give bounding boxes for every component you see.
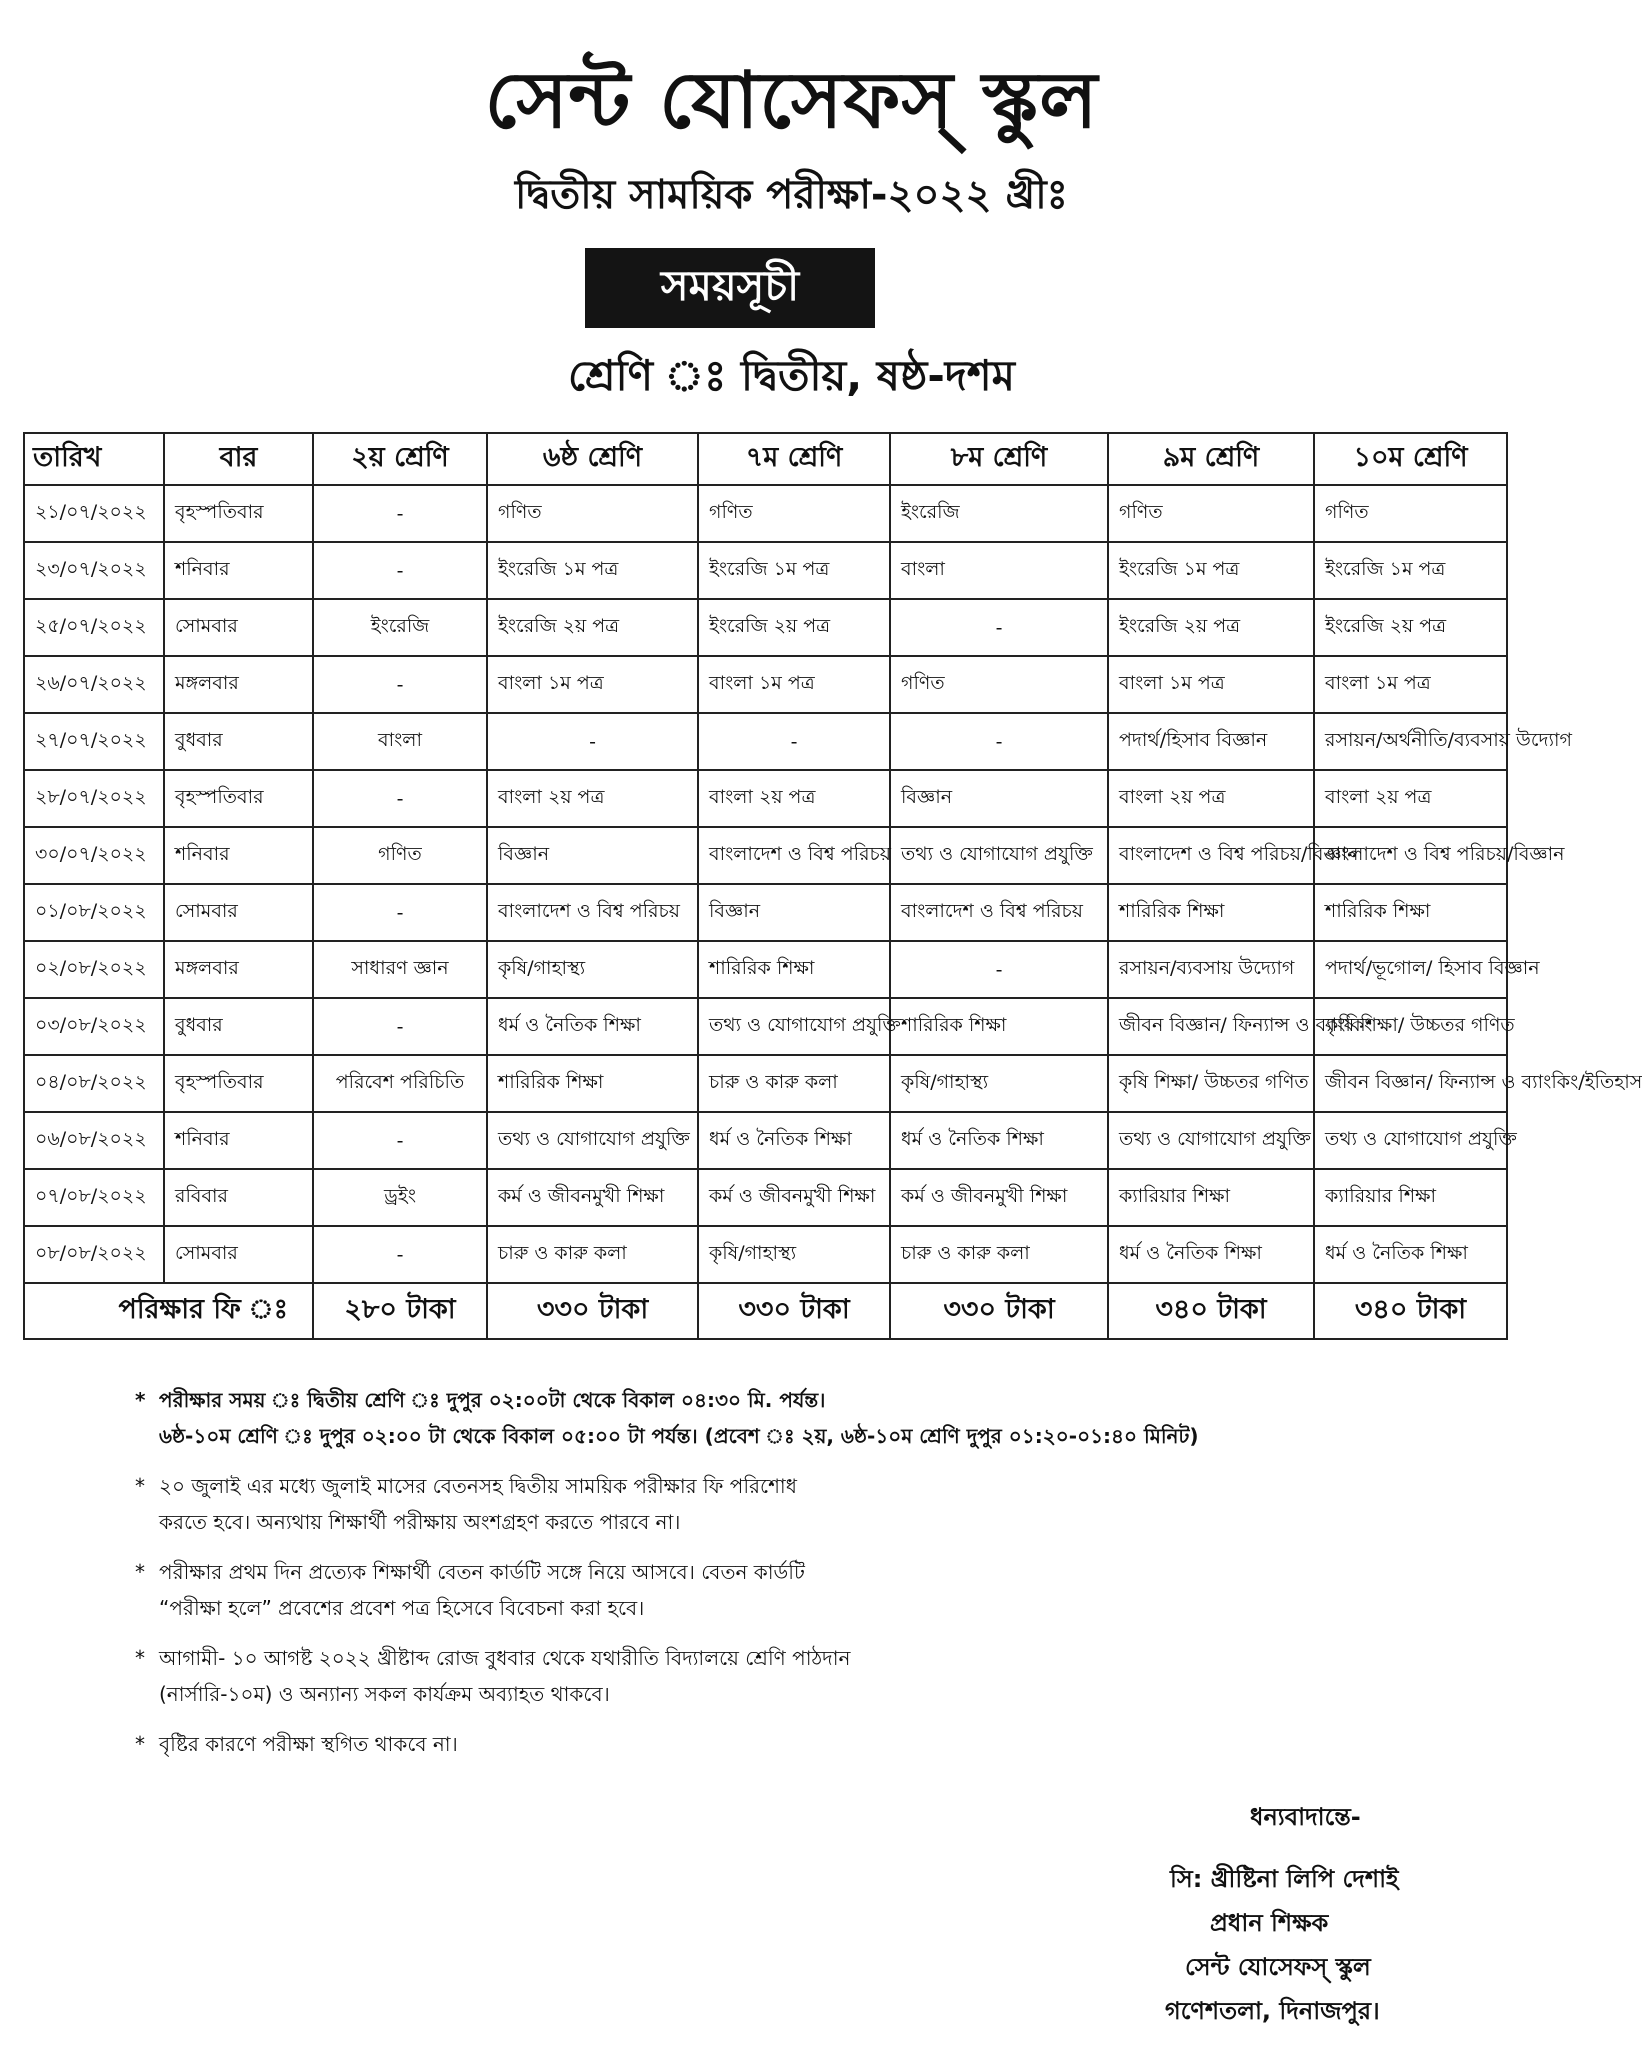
signatory-location: গণেশতলা, দিনাজপুর। bbox=[1165, 1997, 1380, 2025]
cell-class-2: গণিত bbox=[313, 827, 487, 884]
header-class-7: ৭ম শ্রেণি bbox=[698, 433, 890, 485]
cell-class-8: বিজ্ঞান bbox=[890, 770, 1108, 827]
cell-class-7: ধর্ম ও নৈতিক শিক্ষা bbox=[698, 1112, 890, 1169]
cell-class-2: সাধারণ জ্ঞান bbox=[313, 941, 487, 998]
table-row bbox=[24, 998, 1507, 1055]
header-class-10: ১০ম শ্রেণি bbox=[1314, 433, 1507, 485]
cell-class-6: গণিত bbox=[487, 485, 698, 542]
cell-class-10: ইংরেজি ২য় পত্র bbox=[1314, 599, 1507, 656]
cell-class-8: ধর্ম ও নৈতিক শিক্ষা bbox=[890, 1112, 1108, 1169]
cell-date: ২৫/০৭/২০২২ bbox=[24, 599, 164, 656]
cell-class-2: - bbox=[313, 1226, 487, 1283]
cell-class-9: রসায়ন/ব্যবসায় উদ্যোগ bbox=[1108, 941, 1314, 998]
table-header-row bbox=[24, 433, 1507, 485]
cell-class-7: গণিত bbox=[698, 485, 890, 542]
cell-class-8: ইংরেজি bbox=[890, 485, 1108, 542]
cell-class-8: শারিরিক শিক্ষা bbox=[890, 998, 1108, 1055]
cell-date: ০৪/০৮/২০২২ bbox=[24, 1055, 164, 1112]
cell-class-8: চারু ও কারু কলা bbox=[890, 1226, 1108, 1283]
cell-day: শনিবার bbox=[164, 542, 313, 599]
cell-class-2: - bbox=[313, 656, 487, 713]
cell-class-6: তথ্য ও যোগাযোগ প্রযুক্তি bbox=[487, 1112, 698, 1169]
cell-class-9: জীবন বিজ্ঞান/ ফিন্যান্স ও ব্যাংকিং bbox=[1108, 998, 1314, 1055]
cell-class-8: - bbox=[890, 599, 1108, 656]
cell-class-6: বাংলা ২য় পত্র bbox=[487, 770, 698, 827]
cell-class-9: ইংরেজি ১ম পত্র bbox=[1108, 542, 1314, 599]
cell-class-8: - bbox=[890, 941, 1108, 998]
table-row bbox=[24, 656, 1507, 713]
fee-class-8: ৩৩০ টাকা bbox=[890, 1283, 1108, 1339]
cell-day: মঙ্গলবার bbox=[164, 941, 313, 998]
cell-day: বৃহস্পতিবার bbox=[164, 485, 313, 542]
cell-class-6: কর্ম ও জীবনমুখী শিক্ষা bbox=[487, 1169, 698, 1226]
cell-date: ২১/০৭/২০২২ bbox=[24, 485, 164, 542]
cell-date: ০৩/০৮/২০২২ bbox=[24, 998, 164, 1055]
cell-class-2: পরিবেশ পরিচিতি bbox=[313, 1055, 487, 1112]
cell-class-2: ড্রইং bbox=[313, 1169, 487, 1226]
cell-day: বৃহস্পতিবার bbox=[164, 770, 313, 827]
cell-class-9: ধর্ম ও নৈতিক শিক্ষা bbox=[1108, 1226, 1314, 1283]
cell-day: বৃহস্পতিবার bbox=[164, 1055, 313, 1112]
cell-class-7: চারু ও কারু কলা bbox=[698, 1055, 890, 1112]
table-row bbox=[24, 1055, 1507, 1112]
cell-class-10: শারিরিক শিক্ষা bbox=[1314, 884, 1507, 941]
cell-class-10: পদার্থ/ভূগোল/ হিসাব বিজ্ঞান bbox=[1314, 941, 1507, 998]
cell-class-10: কৃষি শিক্ষা/ উচ্চতর গণিত bbox=[1314, 998, 1507, 1055]
fee-class-10: ৩৪০ টাকা bbox=[1314, 1283, 1507, 1339]
cell-class-9: বাংলা ২য় পত্র bbox=[1108, 770, 1314, 827]
cell-class-10: ধর্ম ও নৈতিক শিক্ষা bbox=[1314, 1226, 1507, 1283]
cell-day: সোমবার bbox=[164, 599, 313, 656]
note-text: বৃষ্টির কারণে পরীক্ষা স্থগিত থাকবে না। bbox=[159, 1732, 458, 1756]
table-row bbox=[24, 941, 1507, 998]
cell-day: বুধবার bbox=[164, 713, 313, 770]
cell-class-2: - bbox=[313, 998, 487, 1055]
cell-class-6: শারিরিক শিক্ষা bbox=[487, 1055, 698, 1112]
fee-class-9: ৩৪০ টাকা bbox=[1108, 1283, 1314, 1339]
cell-class-10: তথ্য ও যোগাযোগ প্রযুক্তি bbox=[1314, 1112, 1507, 1169]
cell-class-6: ধর্ম ও নৈতিক শিক্ষা bbox=[487, 998, 698, 1055]
cell-day: সোমবার bbox=[164, 884, 313, 941]
exam-schedule-table bbox=[23, 432, 1642, 1340]
signatory-name: সি: খ্রীষ্টিনা লিপি দেশাই bbox=[1170, 1865, 1399, 1893]
cell-class-8: কর্ম ও জীবনমুখী শিক্ষা bbox=[890, 1169, 1108, 1226]
table-row bbox=[24, 827, 1507, 884]
table-row bbox=[24, 1226, 1507, 1283]
asterisk-bullet-icon: * bbox=[135, 1474, 145, 1498]
cell-class-7: ইংরেজি ১ম পত্র bbox=[698, 542, 890, 599]
asterisk-bullet-icon: * bbox=[135, 1388, 146, 1412]
cell-class-6: বাংলা ১ম পত্র bbox=[487, 656, 698, 713]
cell-class-2: - bbox=[313, 542, 487, 599]
asterisk-bullet-icon: * bbox=[135, 1560, 145, 1584]
header-class-8: ৮ম শ্রেণি bbox=[890, 433, 1108, 485]
cell-date: ০৬/০৮/২০২২ bbox=[24, 1112, 164, 1169]
cell-class-8: বাংলা bbox=[890, 542, 1108, 599]
cell-class-9: ক্যারিয়ার শিক্ষা bbox=[1108, 1169, 1314, 1226]
cell-class-9: শারিরিক শিক্ষা bbox=[1108, 884, 1314, 941]
table-row bbox=[24, 884, 1507, 941]
classes-line: শ্রেণি ঃ দ্বিতীয়, ষষ্ঠ-দশম bbox=[568, 351, 1015, 400]
school-name: সেন্ট যোসেফস্ স্কুল bbox=[484, 56, 1099, 146]
fee-label: পরিক্ষার ফি ঃ bbox=[24, 1283, 313, 1339]
note-text: ৬ষ্ঠ-১০ম শ্রেণি ঃ দুপুর ০২:০০ টা থেকে বিকাল ০৫:০০ টা পর্যন্ত। (প্রবেশ ঃ ২য়, ৬ষ্ঠ-১০ম শ্রেণি দুপুর ০১:২০-০১:৪০ মিনিট) bbox=[159, 1424, 1199, 1448]
table-row bbox=[24, 485, 1507, 542]
cell-class-9: গণিত bbox=[1108, 485, 1314, 542]
cell-day: শনিবার bbox=[164, 827, 313, 884]
header-class-2: ২য় শ্রেণি bbox=[313, 433, 487, 485]
cell-class-9: তথ্য ও যোগাযোগ প্রযুক্তি bbox=[1108, 1112, 1314, 1169]
cell-class-10: জীবন বিজ্ঞান/ ফিন্যান্স ও ব্যাংকিং/ইতিহাস bbox=[1314, 1055, 1507, 1112]
note-text: পরীক্ষার সময় ঃ দ্বিতীয় শ্রেণি ঃ দুপুর ০২:০০টা থেকে বিকাল ০৪:৩০ মি. পর্যন্ত। bbox=[159, 1388, 826, 1412]
header-day: বার bbox=[164, 433, 313, 485]
fee-row bbox=[24, 1283, 1507, 1339]
cell-date: ০২/০৮/২০২২ bbox=[24, 941, 164, 998]
cell-class-2: - bbox=[313, 485, 487, 542]
cell-class-10: ক্যারিয়ার শিক্ষা bbox=[1314, 1169, 1507, 1226]
cell-class-7: বাংলা ২য় পত্র bbox=[698, 770, 890, 827]
cell-class-9: কৃষি শিক্ষা/ উচ্চতর গণিত bbox=[1108, 1055, 1314, 1112]
note-item bbox=[135, 1640, 1515, 1712]
table-row bbox=[24, 542, 1507, 599]
cell-class-8: বাংলাদেশ ও বিশ্ব পরিচয় bbox=[890, 884, 1108, 941]
cell-class-7: - bbox=[698, 713, 890, 770]
cell-class-6: চারু ও কারু কলা bbox=[487, 1226, 698, 1283]
cell-class-7: কর্ম ও জীবনমুখী শিক্ষা bbox=[698, 1169, 890, 1226]
table-row bbox=[24, 599, 1507, 656]
cell-day: সোমবার bbox=[164, 1226, 313, 1283]
table-row bbox=[24, 770, 1507, 827]
cell-class-10: গণিত bbox=[1314, 485, 1507, 542]
cell-class-10: বাংলা ১ম পত্র bbox=[1314, 656, 1507, 713]
cell-date: ৩০/০৭/২০২২ bbox=[24, 827, 164, 884]
cell-class-8: গণিত bbox=[890, 656, 1108, 713]
cell-class-10: ইংরেজি ১ম পত্র bbox=[1314, 542, 1507, 599]
cell-class-6: বিজ্ঞান bbox=[487, 827, 698, 884]
cell-class-9: ইংরেজি ২য় পত্র bbox=[1108, 599, 1314, 656]
signature-block bbox=[1140, 1795, 1520, 2033]
cell-class-7: শারিরিক শিক্ষা bbox=[698, 941, 890, 998]
asterisk-bullet-icon: * bbox=[135, 1732, 145, 1756]
cell-class-10: বাংলাদেশ ও বিশ্ব পরিচয়/বিজ্ঞান bbox=[1314, 827, 1507, 884]
cell-class-6: ইংরেজি ১ম পত্র bbox=[487, 542, 698, 599]
header-date: তারিখ bbox=[24, 433, 164, 485]
header-class-6: ৬ষ্ঠ শ্রেণি bbox=[487, 433, 698, 485]
cell-class-8: - bbox=[890, 713, 1108, 770]
schedule-badge bbox=[585, 248, 875, 328]
cell-class-2: বাংলা bbox=[313, 713, 487, 770]
cell-class-7: বাংলা ১ম পত্র bbox=[698, 656, 890, 713]
cell-class-8: কৃষি/গাহাস্থ্য bbox=[890, 1055, 1108, 1112]
note-text: পরীক্ষার প্রথম দিন প্রত্যেক শিক্ষার্থী বেতন কার্ডটি সঙ্গে নিয়ে আসবে। বেতন কার্ডটি bbox=[159, 1560, 805, 1584]
cell-class-2: - bbox=[313, 770, 487, 827]
note-item bbox=[135, 1382, 1515, 1454]
cell-date: ০৭/০৮/২০২২ bbox=[24, 1169, 164, 1226]
cell-class-2: - bbox=[313, 884, 487, 941]
signatory-designation: প্রধান শিক্ষক bbox=[1210, 1909, 1329, 1937]
cell-class-10: বাংলা ২য় পত্র bbox=[1314, 770, 1507, 827]
cell-date: ২৬/০৭/২০২২ bbox=[24, 656, 164, 713]
note-text: “পরীক্ষা হলে” প্রবেশের প্রবেশ পত্র হিসেবে বিবেচনা করা হবে। bbox=[159, 1596, 645, 1620]
cell-class-10: রসায়ন/অর্থনীতি/ব্যবসায় উদ্যোগ bbox=[1314, 713, 1507, 770]
cell-date: ০১/০৮/২০২২ bbox=[24, 884, 164, 941]
fee-class-6: ৩৩০ টাকা bbox=[487, 1283, 698, 1339]
cell-class-7: তথ্য ও যোগাযোগ প্রযুক্তি bbox=[698, 998, 890, 1055]
note-item bbox=[135, 1726, 1515, 1762]
note-item bbox=[135, 1468, 1515, 1540]
cell-date: ২৮/০৭/২০২২ bbox=[24, 770, 164, 827]
cell-class-7: বিজ্ঞান bbox=[698, 884, 890, 941]
note-text: (নার্সারি-১০ম) ও অন্যান্য সকল কার্যক্রম অব্যাহত থাকবে। bbox=[159, 1682, 610, 1706]
cell-date: ২৭/০৭/২০২২ bbox=[24, 713, 164, 770]
cell-day: মঙ্গলবার bbox=[164, 656, 313, 713]
table-row bbox=[24, 1169, 1507, 1226]
cell-class-9: বাংলা ১ম পত্র bbox=[1108, 656, 1314, 713]
fee-class-2: ২৮০ টাকা bbox=[313, 1283, 487, 1339]
cell-class-6: বাংলাদেশ ও বিশ্ব পরিচয় bbox=[487, 884, 698, 941]
cell-class-6: কৃষি/গাহাস্থ্য bbox=[487, 941, 698, 998]
cell-class-9: বাংলাদেশ ও বিশ্ব পরিচয়/বিজ্ঞান bbox=[1108, 827, 1314, 884]
note-text: ২০ জুলাই এর মধ্যে জুলাই মাসের বেতনসহ দ্বিতীয় সাময়িক পরীক্ষার ফি পরিশোধ bbox=[159, 1474, 797, 1498]
cell-day: বুধবার bbox=[164, 998, 313, 1055]
table-row bbox=[24, 1112, 1507, 1169]
schedule-badge-label: সময়সূচী bbox=[660, 260, 800, 310]
cell-class-7: কৃষি/গাহাস্থ্য bbox=[698, 1226, 890, 1283]
asterisk-bullet-icon: * bbox=[135, 1646, 145, 1670]
cell-class-2: ইংরেজি bbox=[313, 599, 487, 656]
cell-class-6: - bbox=[487, 713, 698, 770]
exam-title: দ্বিতীয় সাময়িক পরীক্ষা-২০২২ খ্রীঃ bbox=[515, 172, 1068, 218]
cell-day: শনিবার bbox=[164, 1112, 313, 1169]
note-text: আগামী- ১০ আগষ্ট ২০২২ খ্রীষ্টাব্দ রোজ বুধবার থেকে যথারীতি বিদ্যালয়ে শ্রেণি পাঠদান bbox=[159, 1646, 851, 1670]
cell-class-7: বাংলাদেশ ও বিশ্ব পরিচয় bbox=[698, 827, 890, 884]
fee-class-7: ৩৩০ টাকা bbox=[698, 1283, 890, 1339]
signatory-school: সেন্ট যোসেফস্ স্কুল bbox=[1185, 1953, 1371, 1981]
table-row bbox=[24, 713, 1507, 770]
signature-thanks: ধন্যবাদান্তে- bbox=[1250, 1803, 1361, 1831]
note-text: করতে হবে। অন্যথায় শিক্ষার্থী পরীক্ষায় অংশগ্রহণ করতে পারবে না। bbox=[159, 1510, 681, 1534]
notes-section bbox=[135, 1382, 1515, 1776]
cell-class-9: পদার্থ/হিসাব বিজ্ঞান bbox=[1108, 713, 1314, 770]
cell-class-6: ইংরেজি ২য় পত্র bbox=[487, 599, 698, 656]
cell-class-2: - bbox=[313, 1112, 487, 1169]
cell-day: রবিবার bbox=[164, 1169, 313, 1226]
header-class-9: ৯ম শ্রেণি bbox=[1108, 433, 1314, 485]
cell-class-7: ইংরেজি ২য় পত্র bbox=[698, 599, 890, 656]
cell-class-8: তথ্য ও যোগাযোগ প্রযুক্তি bbox=[890, 827, 1108, 884]
cell-date: ২৩/০৭/২০২২ bbox=[24, 542, 164, 599]
cell-date: ০৮/০৮/২০২২ bbox=[24, 1226, 164, 1283]
note-item bbox=[135, 1554, 1515, 1626]
